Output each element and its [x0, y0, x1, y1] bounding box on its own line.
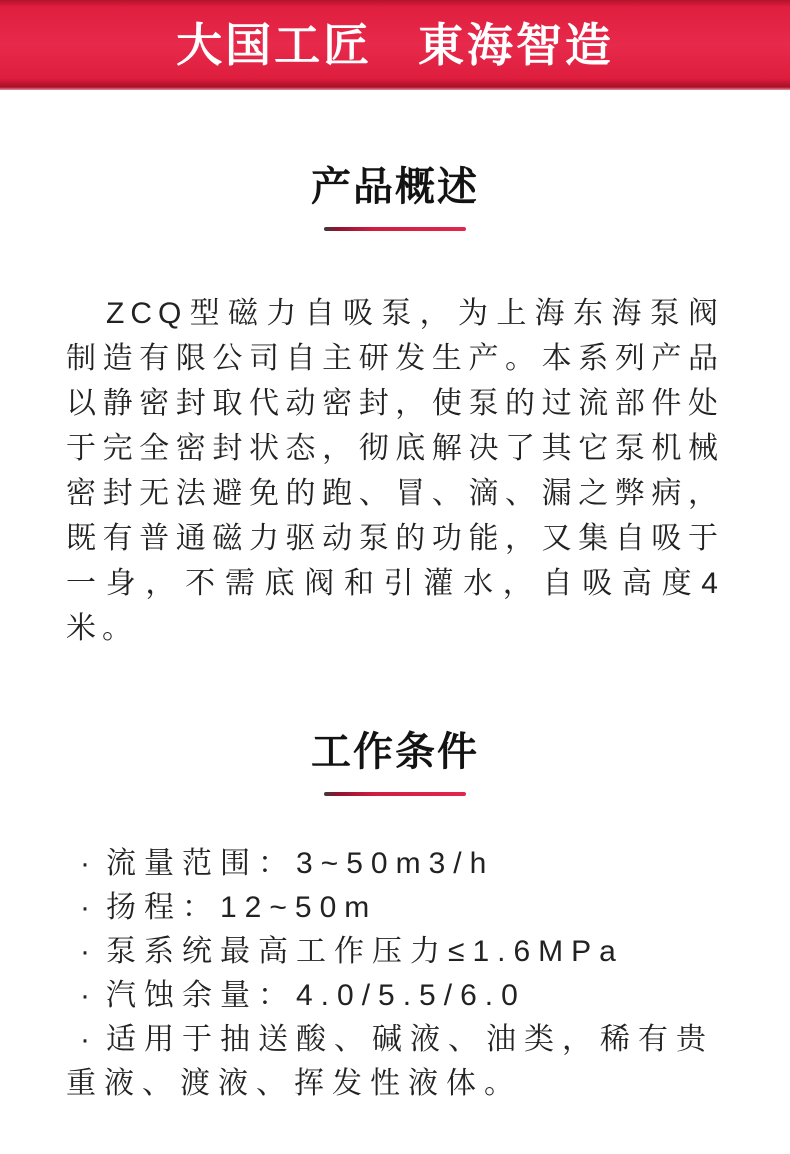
- bullet-marker: ·: [80, 1023, 98, 1056]
- condition-item: [66, 886, 724, 930]
- title-underline-rule: [324, 227, 466, 231]
- bullet-marker: ·: [80, 979, 98, 1012]
- bullet-marker: ·: [80, 935, 98, 968]
- header-banner: [0, 0, 790, 90]
- title-underline-rule: [324, 792, 466, 796]
- condition-text: 汽蚀余量：4.0/5.5/6.0: [106, 979, 526, 1012]
- bullet-marker: ·: [80, 847, 98, 880]
- condition-text: 流量范围：3~50m3/h: [106, 847, 495, 880]
- condition-item: [66, 974, 724, 1018]
- bullet-marker: ·: [80, 891, 98, 924]
- condition-item: [66, 1018, 724, 1106]
- section-overview: [66, 166, 724, 651]
- banner-title: 大国工匠 東海智造: [176, 19, 614, 71]
- conditions-list: [66, 842, 724, 1106]
- overview-paragraph: ZCQ型磁力自吸泵，为上海东海泵阀制造有限公司自主研发生产。本系列产品以静密封取代动密封，使泵的过流部件处于完全密封状态，彻底解决了其它泵机械密封无法避免的跑、冒、滴、漏之弊病，既有普通磁力驱动泵的功能，又集自吸于一身，不需底阀和引灌水，自吸高度4米。: [66, 297, 724, 645]
- section-conditions: [66, 731, 724, 1106]
- condition-item: [66, 930, 724, 974]
- condition-text: 泵系统最高工作压力≤1.6MPa: [106, 935, 624, 968]
- condition-text: 扬程：12~50m: [106, 891, 378, 924]
- conditions-section-title: 工作条件: [311, 730, 479, 774]
- condition-text: 适用于抽送酸、碱液、油类，稀有贵重液、渡液、挥发性液体。: [66, 1023, 714, 1100]
- condition-item: [66, 842, 724, 886]
- page-content: [0, 166, 790, 1106]
- overview-section-title: 产品概述: [311, 165, 479, 209]
